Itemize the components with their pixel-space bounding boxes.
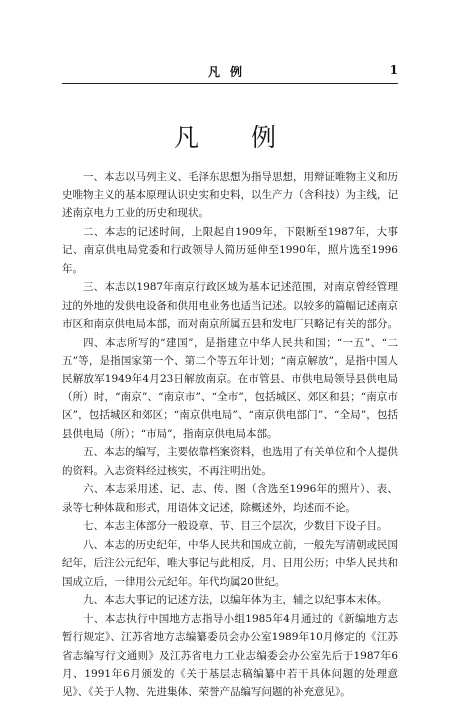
paragraph-3: 三、本志以1987年南京行政区域为基本记述范围，对南京曾经管理过的外地的发供电设备和供用电业务也适当记述。以较多的篇幅记述南京市区和南京供电局本部，而对南京所属五县和发电厂只略记有关的部分。: [62, 281, 398, 330]
paragraph-1: 一、本志以马列主义、毛泽东思想为指导思想，用辩证唯物主义和历史唯物主义的基本原理认识史实和史料，以生产力（含科技）为主线，记述南京电力工业的历史和现状。: [62, 171, 398, 220]
page-title: 凡 例: [174, 123, 298, 152]
header-rule: [62, 83, 398, 84]
paragraph-9: 九、本志大事记的记述方法，以编年体为主，辅之以纪事本末体。: [83, 594, 388, 607]
paragraph-2: 二、本志的记述时间，上限起自1909年，下限断至1987年，大事记、南京供电局党委和行政领导人简历延伸至1990年，照片选至1996年。: [62, 226, 398, 275]
page-number: 1: [389, 63, 398, 77]
running-title: 凡例: [207, 65, 252, 79]
paragraph-6: 六、本志采用述、记、志、传、图（含选至1996年的照片）、表、录等七种体裁和形式，用语体文记述，除概述外，均述而不论。: [62, 483, 398, 514]
paragraph-5: 五、本志的编写，主要依靠档案资料，也选用了有关单位和个人提供的资料。入志资料经过核实，不再注明出处。: [62, 446, 398, 477]
paragraph-8: 八、本志的历史纪年，中华人民共和国成立前，一般先写清朝或民国纪年，后注公元纪年，唯大事记与此相反，月、日用公历；中华人民共和国成立后，一律用公元纪年。年代均属20世纪。: [62, 539, 398, 588]
running-header: [62, 62, 398, 80]
body-text: [62, 168, 398, 701]
paragraph-10: 十、本志执行中国地方志指导小组1985年4月通过的《新编地方志暂行规定》、江苏省地方志编纂委员会办公室1989年10月修定的《江苏省志编写行文通则》及江苏省电力工业志编委会办公室先后于1987年6月、1991年6月颁发的《关于基层志稿编纂中若干具体问题的处理意见》、《关于人物、先进集体、荣誉产品编写问题的补充意见》。: [62, 613, 398, 699]
paragraph-4: 四、本志所写的“建国”，是指建立中华人民共和国；“一五”、“二五”等，是指国家第一个、第二个等五年计划；“南京解放”，是指中国人民解放军1949年4月23日解放南京。在市管县、市供电局领导县供电局（所）时，“南京”、“南京市”、“全市”，包括城区、郊区和县；“南京市区”，包括城区和郊区；“南京供电局”、“南京供电部门”、“全局”，包括县供电局（所）；“市局”，指南京供电局本部。: [62, 336, 398, 440]
paragraph-7: 七、本志主体部分一般设章、节、目三个层次，少数目下设子目。: [83, 520, 388, 533]
